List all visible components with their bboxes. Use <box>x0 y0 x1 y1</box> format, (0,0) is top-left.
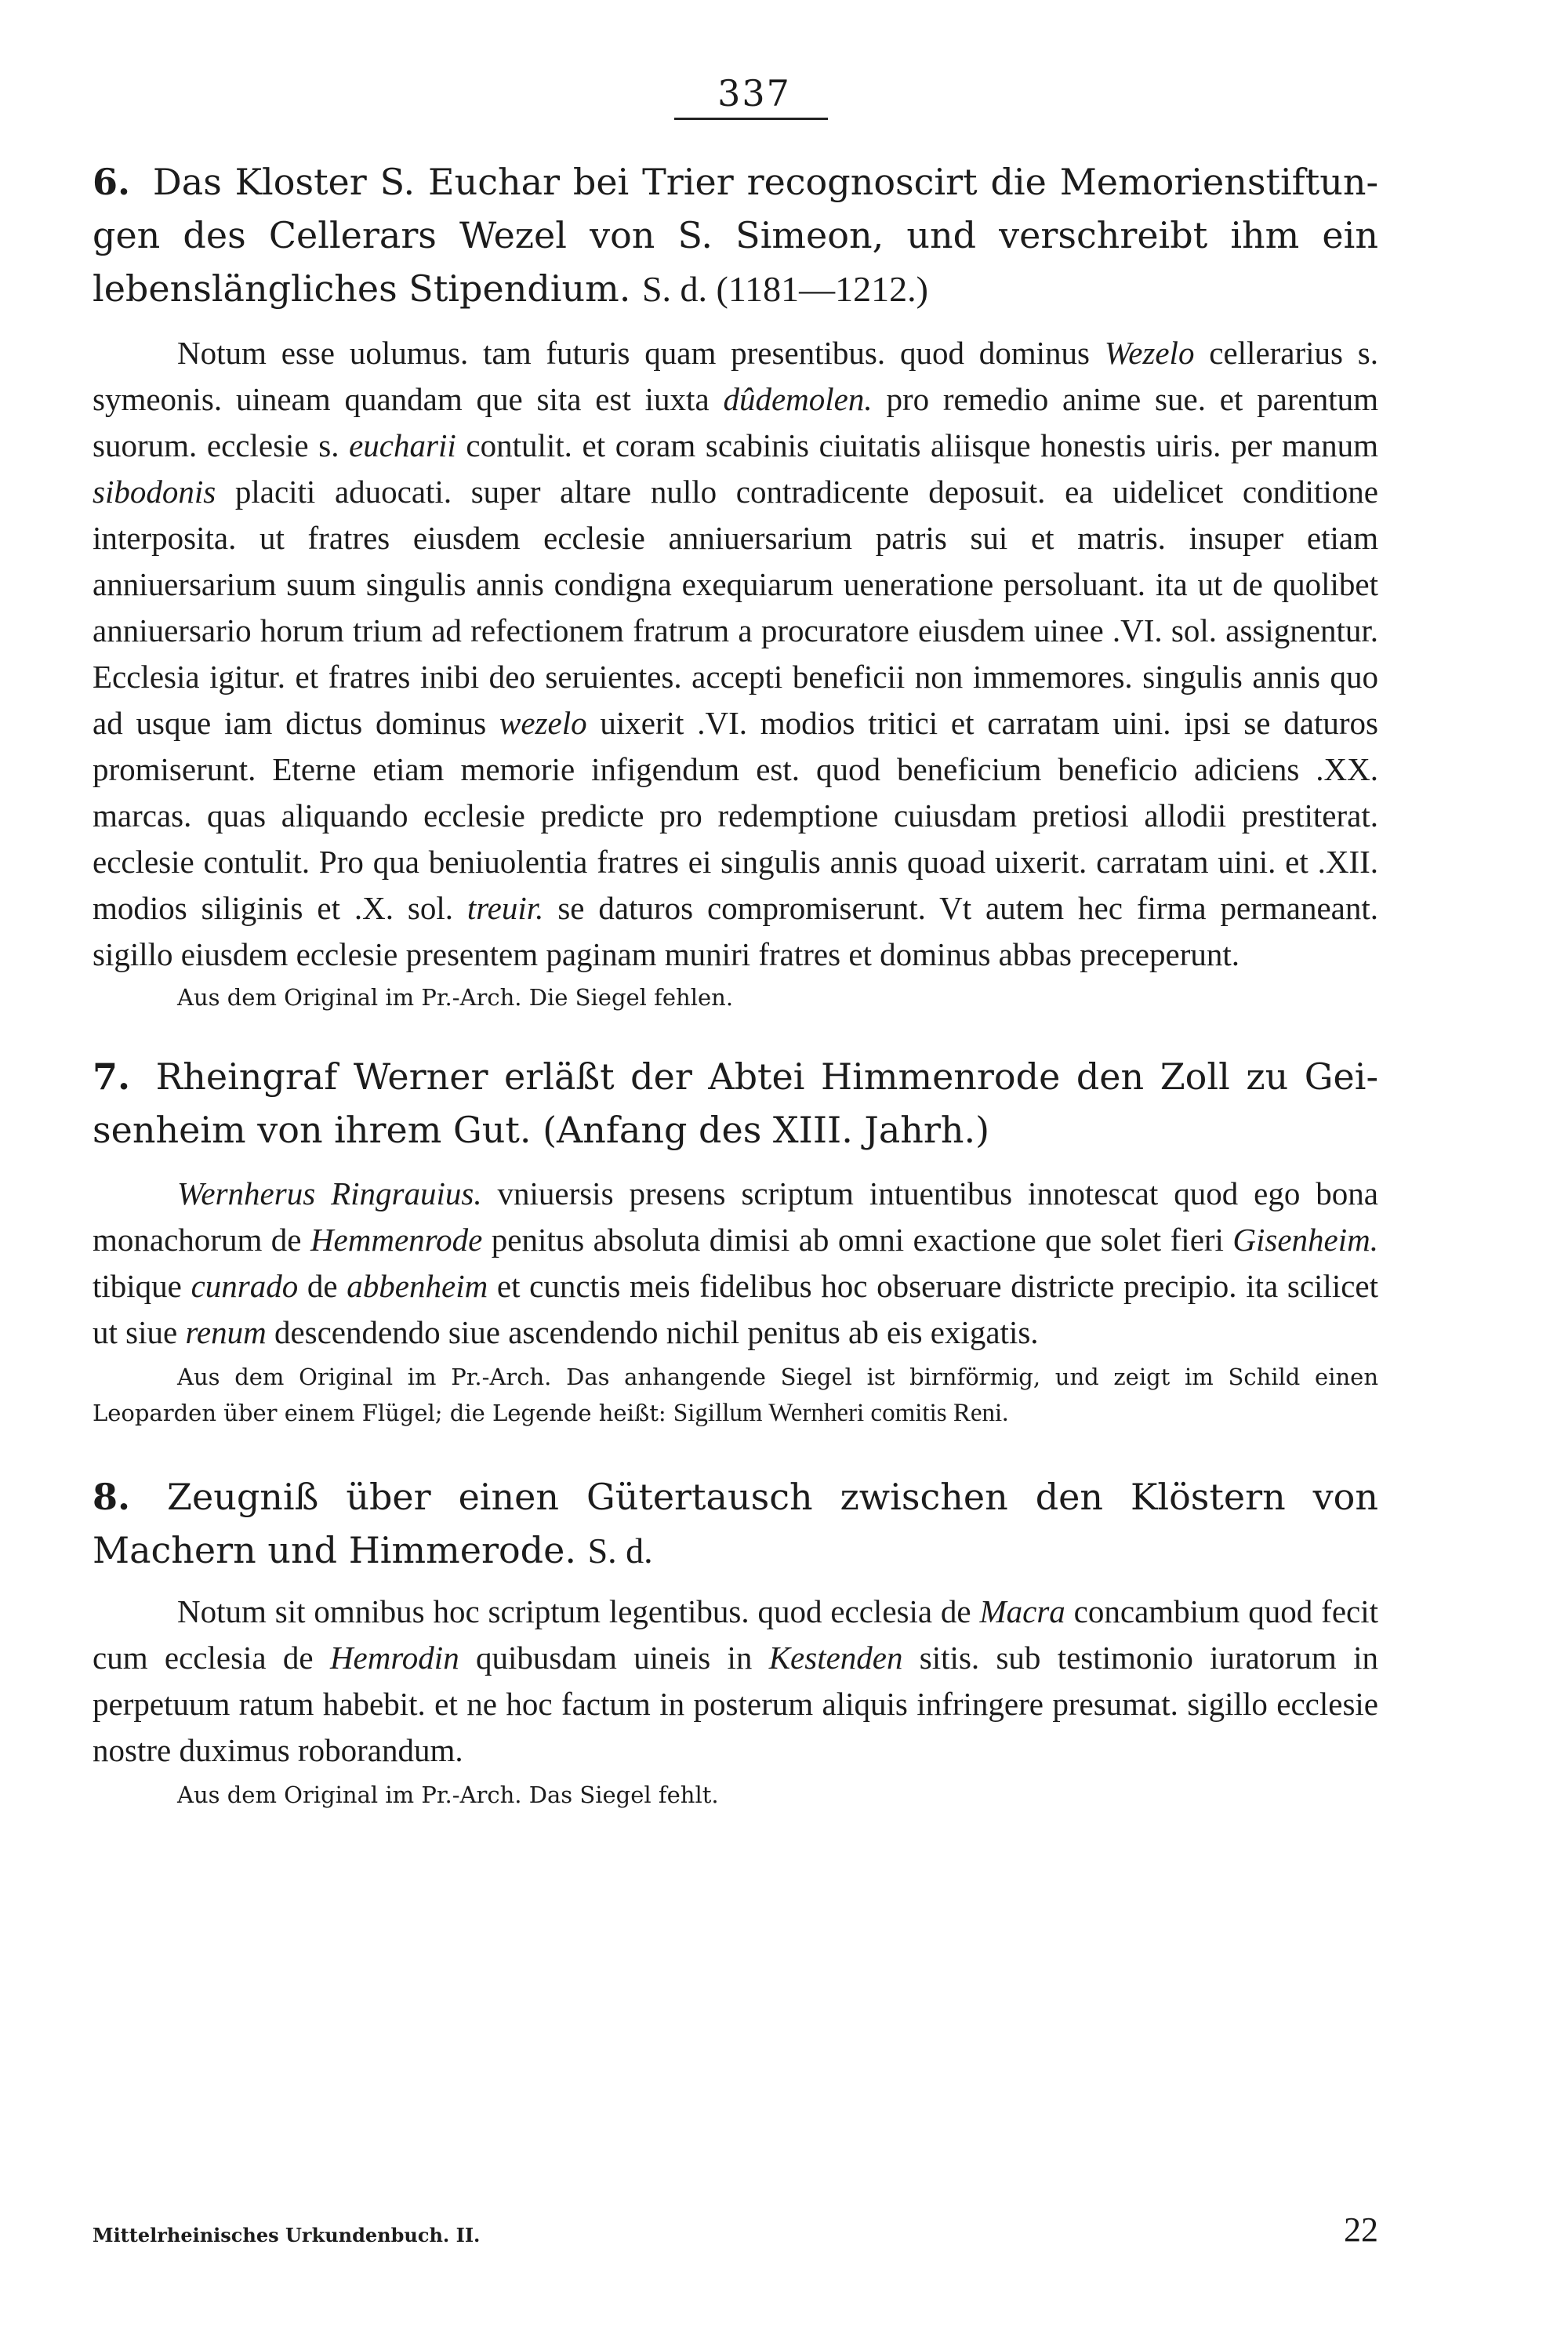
entry-heading-text: Rheingraf Werner erläßt der Abtei Himmenrode den Zoll zu Gei-senheim von ihrem Gut. <box>93 1055 1379 1151</box>
text-run: quibusdam uineis in <box>459 1640 769 1676</box>
text-run: penitus absoluta dimisi ab omni exactione que solet fieri <box>482 1222 1233 1258</box>
text-run: Aus dem Original im Pr.-Arch. Das anhangende Siegel ist birnförmig, und zeigt im Schild einen Leoparden über einem Flügel; die Legende heißt: <box>93 1364 1378 1426</box>
charter-text <box>93 1171 1378 1356</box>
signature-number: 22 <box>1344 2210 1378 2249</box>
entry-heading-text: Zeugniß über einen Gütertausch zwischen den Klöstern von Machern und Himmerode. <box>93 1476 1378 1571</box>
source-note <box>93 1777 1378 1813</box>
source-note <box>93 979 1378 1015</box>
italic-run: cunrado <box>191 1268 299 1304</box>
entry-heading-date: S. d. (1181—1212.) <box>641 269 928 309</box>
text-run: uixerit .VI. modios tritici et carratam uini. ipsi se daturos promiserunt. Eterne etiam memorie infigendum est. quod beneficium beneficio adiciens .XX. marcas. quas aliquando ecclesie predicte pro redemptione cuiusdam pretiosi allodii prestiterat. ecclesie contulit. Pro qua beniuolentia fratres ei singulis annis quoad uixerit. carratam uini. et .XII. modios siliginis et .X. sol. <box>93 705 1378 926</box>
text-run: Aus dem Original im Pr.-Arch. Das Siegel fehlt. <box>177 1782 719 1808</box>
italic-run: Hemmenrode <box>310 1222 483 1258</box>
page-number: 337 <box>717 72 791 114</box>
latin-run: Sigillum Wernheri comitis Reni. <box>673 1399 1009 1427</box>
text-run: cellerarius s. symeonis. uineam quandam que sita est iuxta <box>93 335 1379 417</box>
italic-run: Macra <box>979 1593 1065 1629</box>
text-run: Notum esse uolumus. tam futuris quam presentibus. quod dominus <box>177 335 1105 371</box>
entry-heading-date: S. d. <box>587 1531 653 1571</box>
text-run: descendendo siue ascendendo nichil penitus ab eis exigatis. <box>266 1314 1039 1350</box>
entry-heading-date: (Anfang des XIII. Jahrh.) <box>543 1109 990 1151</box>
entry-heading-text: Das Kloster S. Euchar bei Trier recognoscirt die Memorienstiftun-gen des Cellerars Wezel von S. Simeon, und verschreibt ihm ein lebenslängliches Stipendium. <box>93 161 1378 310</box>
entry-heading <box>93 155 1378 316</box>
italic-run: Hemrodin <box>329 1640 459 1676</box>
text-run: de <box>298 1268 347 1304</box>
italic-run: eucharii <box>349 427 456 463</box>
text-run: vniuersis presens scriptum intuentibus innotescat quod ego bona monachorum de <box>93 1175 1378 1258</box>
text-run: Notum sit omnibus hoc scriptum legentibus. quod ecclesia de <box>177 1593 980 1629</box>
entry-heading <box>93 1050 1378 1157</box>
page-footer <box>93 2210 1378 2257</box>
text-run: concambium quod fecit cum ecclesia de <box>93 1593 1378 1676</box>
page-number-rule <box>674 118 828 120</box>
italic-run: dûdemolen. <box>723 381 873 417</box>
entry-number: 8. <box>93 1476 131 1518</box>
charter-entry-6 <box>93 155 1378 1015</box>
text-run: sitis. sub testimonio iuratorum in perpetuum ratum habebit. et ne hoc factum in posterum aliquis infringere presumat. sigillo ecclesie nostre duximus roborandum. <box>93 1640 1379 1768</box>
text-run: tibique <box>93 1268 191 1304</box>
text-run: et cunctis meis fidelibus hoc obseruare districte precipio. ita scilicet ut siue <box>93 1268 1379 1350</box>
charter-text <box>93 1589 1378 1774</box>
charter-entry-8 <box>93 1470 1378 1813</box>
entry-number: 7. <box>93 1055 131 1098</box>
text-run: se daturos compromiserunt. Vt autem hec firma permaneant. sigillo eiusdem ecclesie presentem paginam muniri fratres et dominus abbas preceperunt. <box>93 890 1378 972</box>
italic-run: Wernherus Ringrauius. <box>177 1175 482 1211</box>
italic-run: renum <box>185 1314 267 1350</box>
italic-run: Kestenden <box>768 1640 903 1676</box>
italic-run: treuir. <box>466 890 544 926</box>
text-run: Aus dem Original im Pr.-Arch. Die Siegel fehlen. <box>177 984 734 1011</box>
footer-title: Mittelrheinisches Urkundenbuch. II. <box>93 2224 481 2246</box>
entry-heading <box>93 1470 1378 1578</box>
italic-run: wezelo <box>499 705 587 741</box>
italic-run: sibodonis <box>93 474 216 510</box>
charter-text <box>93 330 1378 978</box>
text-run: placiti aduocati. super altare nullo contradicente deposuit. ea uidelicet conditione interposita. ut fratres eiusdem ecclesie anniuersarium patris sui et matris. insuper etiam anniuersarium suum singulis annis condigna exequiarum ueneratione persoluant. ita ut de quolibet anniuersario horum trium ad refectionem fratrum a procuratore eiusdem uinee .VI. sol. assignentur. Ecclesia igitur. et fratres inibi deo seruientes. accepti beneficii non immemores. singulis annis quo ad usque iam dictus dominus <box>93 474 1378 741</box>
text-run: contulit. et coram scabinis ciuitatis aliisque honestis uiris. per manum <box>456 427 1378 463</box>
entry-number: 6. <box>93 161 131 203</box>
italic-run: abbenheim <box>347 1268 488 1304</box>
italic-run: Gisenheim. <box>1232 1222 1378 1258</box>
text-run: pro remedio anime sue. et parentum suorum. ecclesie s. <box>93 381 1378 463</box>
source-note <box>93 1359 1378 1431</box>
italic-run: Wezelo <box>1104 335 1195 371</box>
page-content <box>93 141 1378 1813</box>
charter-entry-7 <box>93 1050 1378 1431</box>
